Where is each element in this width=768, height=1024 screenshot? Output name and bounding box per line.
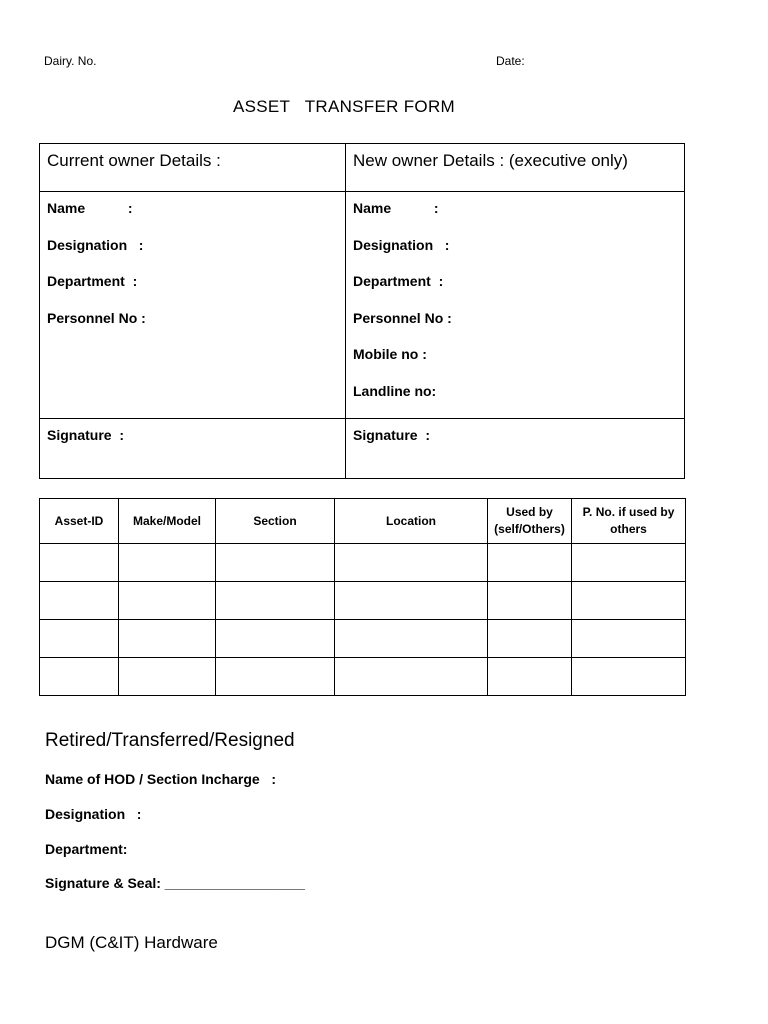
table-cell[interactable] — [216, 544, 335, 582]
current-personnel-no-field[interactable]: Personnel No : — [47, 309, 146, 326]
owner-details-table — [39, 143, 685, 479]
current-department-field[interactable]: Department : — [47, 273, 138, 289]
table-cell[interactable] — [488, 658, 572, 696]
col-section: Section — [216, 499, 335, 544]
table-cell[interactable] — [216, 620, 335, 658]
date-label: Date: — [496, 54, 525, 68]
hod-designation-field[interactable]: Designation : — [45, 806, 142, 822]
new-signature-field[interactable]: Signature : — [346, 419, 685, 479]
hod-name-field[interactable]: Name of HOD / Section Incharge : — [45, 771, 277, 787]
table-cell[interactable] — [488, 620, 572, 658]
new-mobile-no-field[interactable]: Mobile no : — [353, 346, 427, 362]
asset-table — [39, 498, 686, 696]
col-asset-id: Asset-ID — [40, 499, 119, 544]
diary-number-label: Dairy. No. — [44, 54, 97, 68]
asset-table-header — [40, 499, 686, 544]
table-cell[interactable] — [335, 544, 488, 582]
current-designation-field[interactable]: Designation : — [47, 236, 144, 253]
hod-department-field[interactable]: Department: — [45, 841, 128, 857]
table-cell[interactable] — [40, 620, 119, 658]
dgm-footer: DGM (C&IT) Hardware — [45, 933, 218, 952]
current-signature-field[interactable]: Signature : — [40, 419, 346, 479]
table-cell[interactable] — [488, 544, 572, 582]
table-row — [40, 658, 686, 696]
col-make-model: Make/Model — [119, 499, 216, 544]
new-personnel-no-field[interactable]: Personnel No : — [353, 309, 452, 326]
table-row — [40, 582, 686, 620]
table-cell[interactable] — [488, 582, 572, 620]
current-name-field[interactable]: Name : — [47, 200, 133, 216]
new-landline-no-field[interactable]: Landline no: — [353, 382, 437, 399]
table-cell[interactable] — [335, 620, 488, 658]
new-owner-fields — [346, 192, 685, 419]
current-owner-header: Current owner Details : — [40, 144, 346, 192]
col-location: Location — [335, 499, 488, 544]
current-owner-fields — [40, 192, 346, 419]
signature-seal-field[interactable]: Signature & Seal: __________________ — [45, 875, 305, 891]
table-cell[interactable] — [572, 582, 686, 620]
table-cell[interactable] — [572, 544, 686, 582]
new-name-field[interactable]: Name : — [353, 200, 439, 216]
table-cell[interactable] — [119, 658, 216, 696]
table-cell[interactable] — [335, 658, 488, 696]
col-used-by: Used by (self/Others) — [488, 499, 572, 544]
new-department-field[interactable]: Department : — [353, 273, 444, 289]
table-cell[interactable] — [40, 658, 119, 696]
new-owner-header: New owner Details : (executive only) — [346, 144, 685, 192]
retired-section-heading: Retired/Transferred/Resigned — [45, 730, 295, 751]
table-cell[interactable] — [216, 582, 335, 620]
table-cell[interactable] — [40, 582, 119, 620]
table-cell[interactable] — [119, 582, 216, 620]
table-cell[interactable] — [572, 620, 686, 658]
form-title: ASSET TRANSFER FORM — [233, 97, 455, 116]
table-cell[interactable] — [216, 658, 335, 696]
table-cell[interactable] — [119, 544, 216, 582]
table-cell[interactable] — [572, 658, 686, 696]
table-row — [40, 620, 686, 658]
table-cell[interactable] — [335, 582, 488, 620]
col-pno-if-others: P. No. if used by others — [572, 499, 686, 544]
table-cell[interactable] — [119, 620, 216, 658]
table-row — [40, 544, 686, 582]
new-designation-field[interactable]: Designation : — [353, 236, 450, 253]
table-cell[interactable] — [40, 544, 119, 582]
